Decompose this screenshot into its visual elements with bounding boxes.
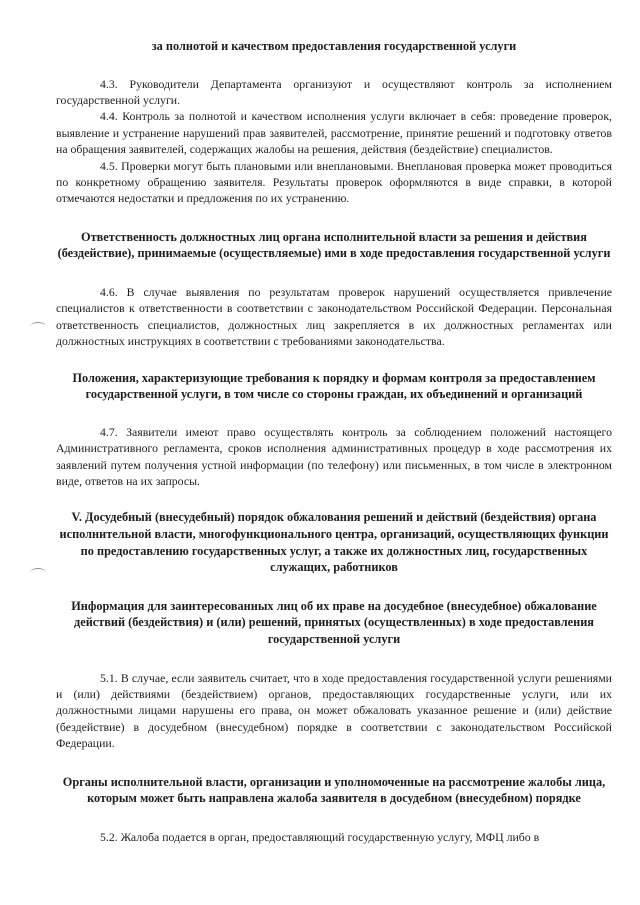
paragraph-5-1: 5.1. В случае, если заявитель считает, что в ходе предоставления государственной услуги решениями и (или) действиями (бездействием) органов, предоставляющих государственные услуги, или их должностными лицами нарушены его права, он может обжаловать указанное решение и (или) действие (бездействие) в досудебном (внесудебном) порядке в соответствии с законодательством Российской Федерации.: [56, 670, 612, 751]
document-body: [56, 38, 612, 845]
section-heading-provisions: Положения, характеризующие требования к порядку и формам контроля за предоставлением государственной услуги, в том числе со стороны граждан, их объединений и организаций: [72, 370, 596, 402]
section-heading-responsibility: Ответственность должностных лиц органа исполнительной власти за решения и действия (бездействие), принимаемые (осуществляемые) ими в ходе предоставления государственной услуги: [57, 229, 611, 261]
paragraph-4-5: 4.5. Проверки могут быть плановыми или внеплановыми. Внеплановая проверка может проводиться по конкретному обращению заявителя. Результаты проверок оформляются в виде справки, в которой отмечаются недостатки и предложения по их устранению.: [56, 158, 612, 206]
punch-hole-mark: [30, 322, 46, 331]
paragraph-4-6: 4.6. В случае выявления по результатам проверок нарушений осуществляется привлечение специалистов к ответственности в соответствии с законодательством Российской Федерации. Персональная ответственность специалистов, должностных лиц закрепляется в их должностных регламентах или должностных инструкциях в соответствии с требованиями законодательства.: [56, 285, 612, 349]
section-heading-authorities: Органы исполнительной власти, организации и уполномоченные на рассмотрение жалобы лица, которым может быть направлена жалоба заявителя в досудебном (внесудебном) порядке: [62, 774, 606, 806]
section-heading-information: Информация для заинтересованных лиц об их праве на досудебное (внесудебное) обжалование действий (бездействия) и (или) решений, принятых (осуществленных) в ходе предоставления государственной услуги: [71, 598, 597, 647]
paragraph-5-2: 5.2. Жалоба подается в орган, предоставляющий государственную услугу, МФЦ либо в: [100, 829, 540, 844]
section-heading-control: за полнотой и качеством предоставления государственной услуги: [151, 39, 517, 53]
paragraph-4-3: 4.3. Руководители Департамента организуют и осуществляют контроль за исполнением государственной услуги.: [56, 76, 612, 107]
section-heading-v: V. Досудебный (внесудебный) порядок обжалования решений и действий (бездействия) органа исполнительной власти, многофункционального центра, организаций, осуществляющих функции по предоставлению государственных услуг, а также их должностных лиц, государственных служащих, работников: [59, 510, 609, 575]
paragraph-4-4: 4.4. Контроль за полнотой и качеством исполнения услуги включает в себя: проведение проверок, выявление и устранение нарушений прав заявителей, рассмотрение, принятие решений и подготовку ответов на обращения заявителей, содержащих жалобы на решения, действия (бездействие) специалистов.: [56, 109, 612, 157]
punch-hole-mark: [30, 568, 46, 577]
paragraph-4-7: 4.7. Заявители имеют право осуществлять контроль за соблюдением положений настоящего Административного регламента, сроков исполнения административных процедур в ходе рассмотрения их заявлений путем получения устной информации (по телефону) или письменных, в том числе в электронном виде, ответов на их запросы.: [56, 424, 612, 489]
